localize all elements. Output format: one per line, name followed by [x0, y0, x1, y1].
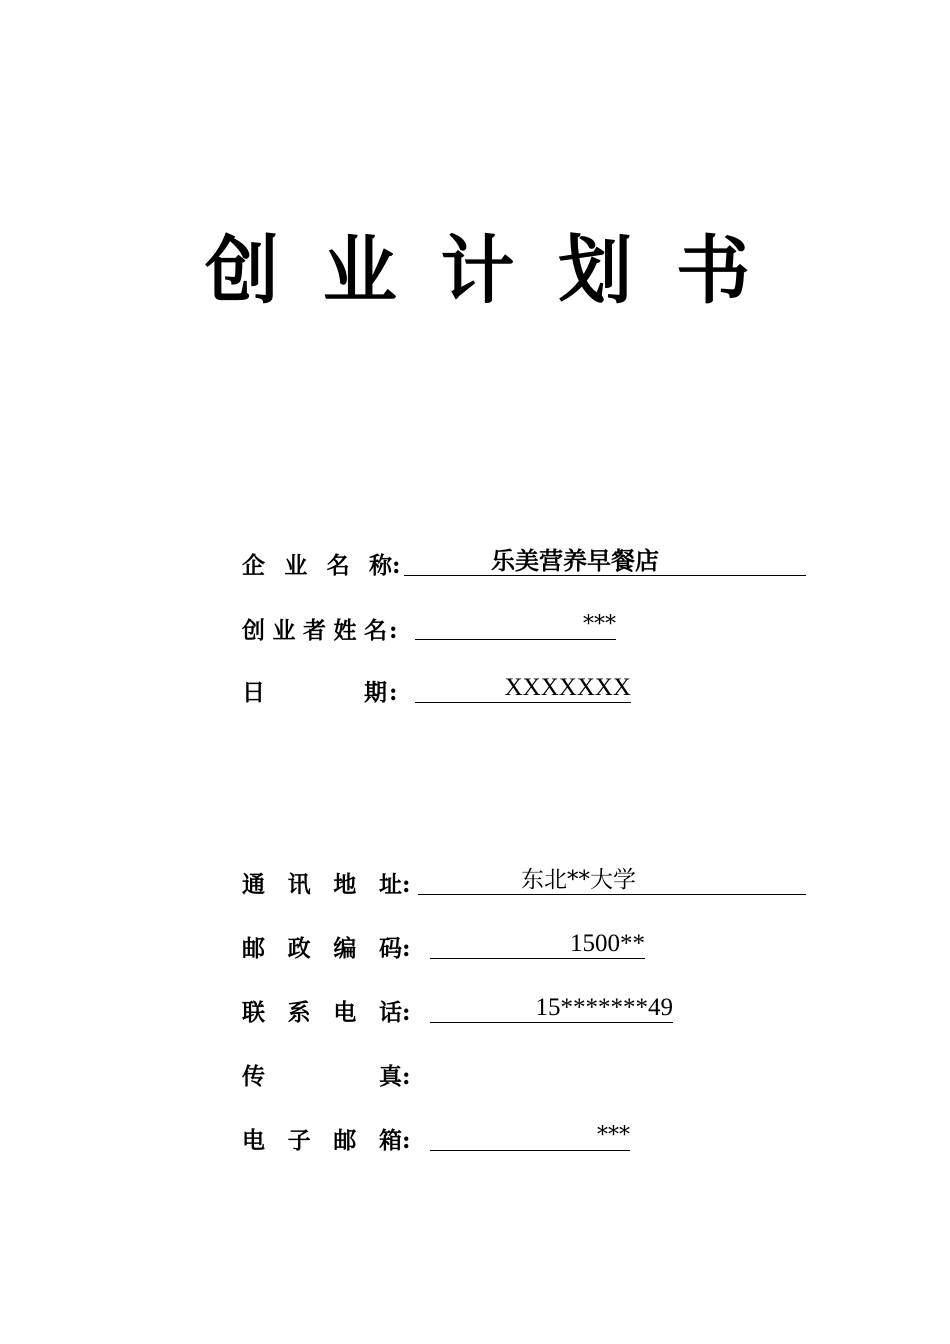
phone-colon: :: [402, 999, 411, 1026]
postal-code-label: 邮 政 编 码: [242, 935, 402, 962]
company-name-field: [404, 546, 806, 576]
fax-label: 传 真: [242, 1063, 402, 1090]
title-char: 业: [322, 228, 397, 314]
postal-code-field: [430, 929, 645, 959]
date-field: [415, 673, 631, 703]
company-name-label: 企 业 名 称: [242, 552, 392, 579]
founder-name-value: ***: [583, 612, 616, 637]
document-title: [205, 226, 750, 316]
title-char: 计: [440, 228, 515, 314]
phone-row: [242, 992, 411, 1028]
fax-row: [242, 1056, 411, 1092]
email-value: ***: [597, 1123, 630, 1148]
address-colon: :: [402, 871, 411, 898]
founder-name-field: [415, 610, 616, 640]
date-colon: :: [389, 679, 398, 706]
title-char: 创: [205, 228, 279, 314]
founder-name-label: 创 业 者 姓 名: [242, 617, 387, 644]
address-value: 东北**大学: [521, 867, 636, 893]
founder-name-colon: :: [389, 617, 398, 644]
postal-code-colon: :: [402, 935, 411, 962]
date-row: [242, 672, 398, 708]
company-name-row: [242, 545, 401, 581]
company-name-colon: :: [392, 552, 401, 579]
date-value: XXXXXXX: [504, 674, 631, 701]
postal-code-row: [242, 928, 411, 964]
title-char: 书: [676, 228, 750, 314]
company-name-value: 乐美营养早餐店: [491, 547, 659, 575]
email-label: 电 子 邮 箱: [242, 1127, 402, 1154]
date-label: 日 期: [242, 679, 387, 706]
fax-colon: :: [402, 1063, 411, 1090]
address-label: 通 讯 地 址: [242, 871, 402, 898]
email-colon: :: [402, 1127, 411, 1154]
address-field: [418, 865, 806, 895]
postal-code-value: 1500**: [570, 930, 645, 957]
phone-label: 联 系 电 话: [242, 999, 402, 1026]
title-char: 划: [558, 228, 633, 314]
founder-name-row: [242, 610, 398, 646]
phone-value: 15*******49: [535, 994, 673, 1021]
phone-field: [430, 993, 673, 1023]
address-row: [242, 864, 411, 900]
email-field: [430, 1121, 630, 1151]
email-row: [242, 1120, 411, 1156]
